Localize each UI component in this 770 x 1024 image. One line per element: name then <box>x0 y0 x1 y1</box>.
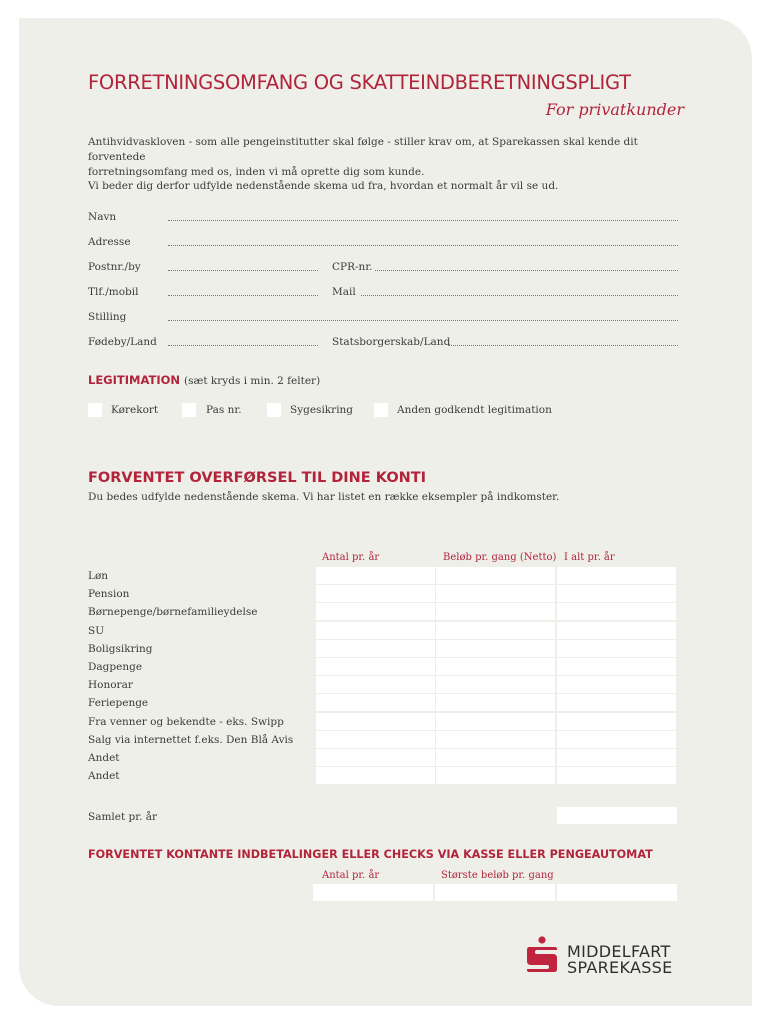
table-row-label: Løn <box>88 570 109 582</box>
adresse-field[interactable] <box>168 245 678 246</box>
tlf-field[interactable] <box>168 295 318 296</box>
statsborgerskab-label: Statsborgerskab/Land <box>332 336 451 348</box>
table-row-label: Dagpenge <box>88 661 143 673</box>
stilling-label: Stilling <box>88 311 127 323</box>
col-ialt: I alt pr. år <box>564 552 615 563</box>
pas-checkbox[interactable] <box>182 403 196 417</box>
total-label: Samlet pr. år <box>88 811 158 823</box>
table-cell[interactable] <box>316 731 435 748</box>
table-row-label: Boligsikring <box>88 642 153 655</box>
table-cell[interactable] <box>436 713 555 730</box>
table-cell[interactable] <box>316 658 435 675</box>
legitimation-note: (sæt kryds i min. 2 felter) <box>184 375 321 387</box>
sygesikring-checkbox[interactable] <box>267 403 281 417</box>
table-row-label: Honorar <box>88 679 133 692</box>
table-row-label: Andet <box>88 752 120 764</box>
table-cell[interactable] <box>436 567 555 584</box>
table-cell[interactable] <box>557 658 676 675</box>
table-cell[interactable] <box>316 585 435 602</box>
table-cell[interactable] <box>316 676 435 693</box>
table-cell[interactable] <box>436 731 555 748</box>
table-cell[interactable] <box>557 640 676 657</box>
table-cell[interactable] <box>557 622 676 639</box>
table-cell[interactable] <box>436 749 555 766</box>
table-cell[interactable] <box>436 694 555 711</box>
table-cell[interactable] <box>557 767 676 784</box>
table-row-label: Børnepenge/børnefamilieydelse <box>88 606 258 619</box>
korekort-checkbox[interactable] <box>88 403 102 417</box>
tlf-label: Tlf./mobil <box>88 286 139 298</box>
table-cell[interactable] <box>557 676 676 693</box>
table-cell[interactable] <box>316 694 435 711</box>
table-row-label: Andet <box>88 770 120 783</box>
cash-antal-field[interactable] <box>313 884 433 901</box>
page-subtitle: For privatkunder <box>545 100 684 119</box>
table-cell[interactable] <box>436 640 555 657</box>
table-row-label: Salg via internettet f.eks. Den Blå Avis <box>88 733 294 746</box>
cash-col-antal: Antal pr. år <box>322 870 380 881</box>
postnr-label: Postnr./by <box>88 261 141 273</box>
table-cell[interactable] <box>316 622 435 639</box>
table-cell[interactable] <box>436 767 555 784</box>
cpr-label: CPR-nr. <box>332 261 373 273</box>
sparekasse-logo-icon <box>524 936 560 974</box>
table-cell[interactable] <box>316 640 435 657</box>
intro-paragraph <box>88 135 688 180</box>
table-cell[interactable] <box>436 622 555 639</box>
table-cell[interactable] <box>557 749 676 766</box>
cash-col-storste: Største beløb pr. gang <box>441 870 554 881</box>
table-row-label: Feriepenge <box>88 697 149 710</box>
legitimation-heading <box>88 373 320 387</box>
total-field[interactable] <box>557 807 677 824</box>
fodeby-field[interactable] <box>168 345 318 346</box>
fodeby-label: Fødeby/Land <box>88 336 157 348</box>
transfers-subtext: Du bedes udfylde nedenstående skema. Vi har listet en række eksempler på indkomster. <box>88 491 560 503</box>
anden-legitimation-label: Anden godkendt legitimation <box>397 404 552 416</box>
table-cell[interactable] <box>316 713 435 730</box>
col-antal: Antal pr. år <box>322 552 380 563</box>
table-cell[interactable] <box>316 567 435 584</box>
statsborgerskab-field[interactable] <box>448 345 678 346</box>
sygesikring-label: Sygesikring <box>290 404 354 416</box>
intro-line-1: Antihvidvaskloven - som alle pengeinstitutter skal følge - stiller krav om, at Sparekassen skal kende dit forventede <box>88 136 638 163</box>
legitimation-title: LEGITIMATION <box>88 373 180 387</box>
transfers-heading: FORVENTET OVERFØRSEL TIL DINE KONTI <box>88 470 427 486</box>
pas-label: Pas nr. <box>206 404 242 416</box>
postnr-field[interactable] <box>168 270 318 271</box>
table-cell[interactable] <box>436 676 555 693</box>
intro-paragraph-2: Vi beder dig derfor udfylde nedenstående skema ud fra, hvordan et normalt år vil se ud. <box>88 180 559 192</box>
stilling-field[interactable] <box>168 320 678 321</box>
table-cell[interactable] <box>436 658 555 675</box>
table-cell[interactable] <box>316 603 435 620</box>
logo-line-1: MIDDELFART <box>567 942 671 961</box>
col-belob: Beløb pr. gang (Netto) <box>443 552 557 563</box>
cpr-field[interactable] <box>375 270 678 271</box>
adresse-label: Adresse <box>88 236 131 248</box>
logo-line-2: SPAREKASSE <box>567 958 673 977</box>
table-cell[interactable] <box>557 713 676 730</box>
table-cell[interactable] <box>557 731 676 748</box>
navn-field[interactable] <box>168 220 678 221</box>
table-cell[interactable] <box>316 749 435 766</box>
intro-line-2: forretningsomfang med os, inden vi må oprette dig som kunde. <box>88 166 425 178</box>
table-cell[interactable] <box>436 603 555 620</box>
table-row-label: Pension <box>88 588 130 601</box>
table-cell[interactable] <box>557 585 676 602</box>
table-row-label: SU <box>88 624 105 637</box>
page-title: FORRETNINGSOMFANG OG SKATTEINDBERETNINGSPLIGT <box>88 71 631 94</box>
cash-storste-field[interactable] <box>435 884 555 901</box>
table-cell[interactable] <box>557 567 676 584</box>
korekort-label: Kørekort <box>111 404 159 416</box>
mail-label: Mail <box>332 286 356 298</box>
cash-extra-field[interactable] <box>557 884 677 901</box>
table-cell[interactable] <box>316 767 435 784</box>
navn-label: Navn <box>88 211 117 223</box>
table-cell[interactable] <box>436 585 555 602</box>
table-cell[interactable] <box>557 603 676 620</box>
table-cell[interactable] <box>557 694 676 711</box>
table-row-label: Fra venner og bekendte - eks. Swipp <box>88 715 284 728</box>
mail-field[interactable] <box>361 295 678 296</box>
logo-text <box>567 944 673 976</box>
anden-legitimation-checkbox[interactable] <box>374 403 388 417</box>
cash-heading: FORVENTET KONTANTE INDBETALINGER ELLER CHECKS VIA KASSE ELLER PENGEAUTOMAT <box>88 848 653 861</box>
